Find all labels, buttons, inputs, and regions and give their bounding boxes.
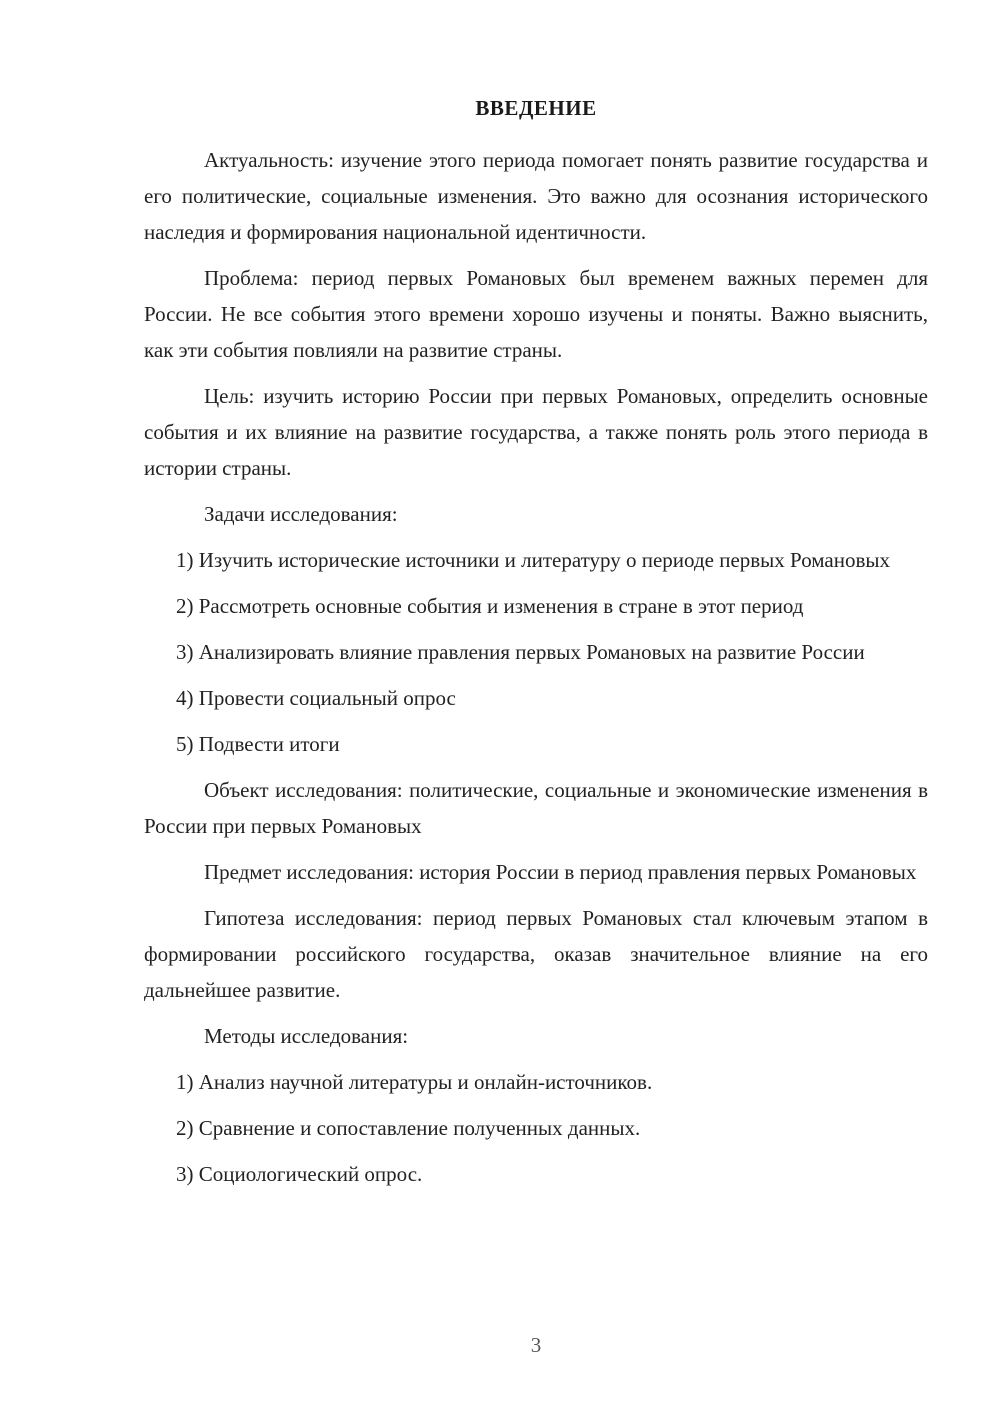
goal-paragraph: Цель: изучить историю России при первых Романовых, определить основные события и их влияние на развитие государства, а также понять роль этого периода в истории страны. [144, 384, 928, 480]
task-item-4: 4) Провести социальный опрос [176, 686, 456, 710]
subject-paragraph: Предмет исследования: история России в период правления первых Романовых [204, 860, 917, 884]
relevance-paragraph: Актуальность: изучение этого периода помогает понять развитие государства и его политические, социальные изменения. Это важно для осознания исторического наследия и формирования национальной идентичности. [144, 148, 928, 244]
object-paragraph: Объект исследования: политические, социальные и экономические изменения в России при первых Романовых [144, 778, 928, 838]
task-item-3: 3) Анализировать влияние правления первых Романовых на развитие России [176, 640, 865, 664]
task-item-2: 2) Рассмотреть основные события и изменения в стране в этот период [176, 594, 804, 618]
page-title: ВВЕДЕНИЕ [475, 96, 597, 120]
document-body [144, 142, 928, 1202]
task-item-5: 5) Подвести итоги [176, 732, 340, 756]
method-item-2: 2) Сравнение и сопоставление полученных данных. [176, 1116, 641, 1140]
page-number: 3 [530, 1333, 542, 1357]
method-item-3: 3) Социологический опрос. [176, 1162, 423, 1186]
problem-paragraph: Проблема: период первых Романовых был временем важных перемен для России. Не все события этого времени хорошо изучены и поняты. Важно выяснить, как эти события повлияли на развитие страны. [144, 266, 928, 362]
methods-heading: Методы исследования: [204, 1024, 409, 1048]
task-item-1: 1) Изучить исторические источники и литературу о периоде первых Романовых [176, 548, 891, 572]
hypothesis-paragraph: Гипотеза исследования: период первых Романовых стал ключевым этапом в формировании российского государства, оказав значительное влияние на его дальнейшее развитие. [144, 906, 928, 1002]
method-item-1: 1) Анализ научной литературы и онлайн-источников. [176, 1070, 653, 1094]
tasks-heading: Задачи исследования: [204, 502, 398, 526]
